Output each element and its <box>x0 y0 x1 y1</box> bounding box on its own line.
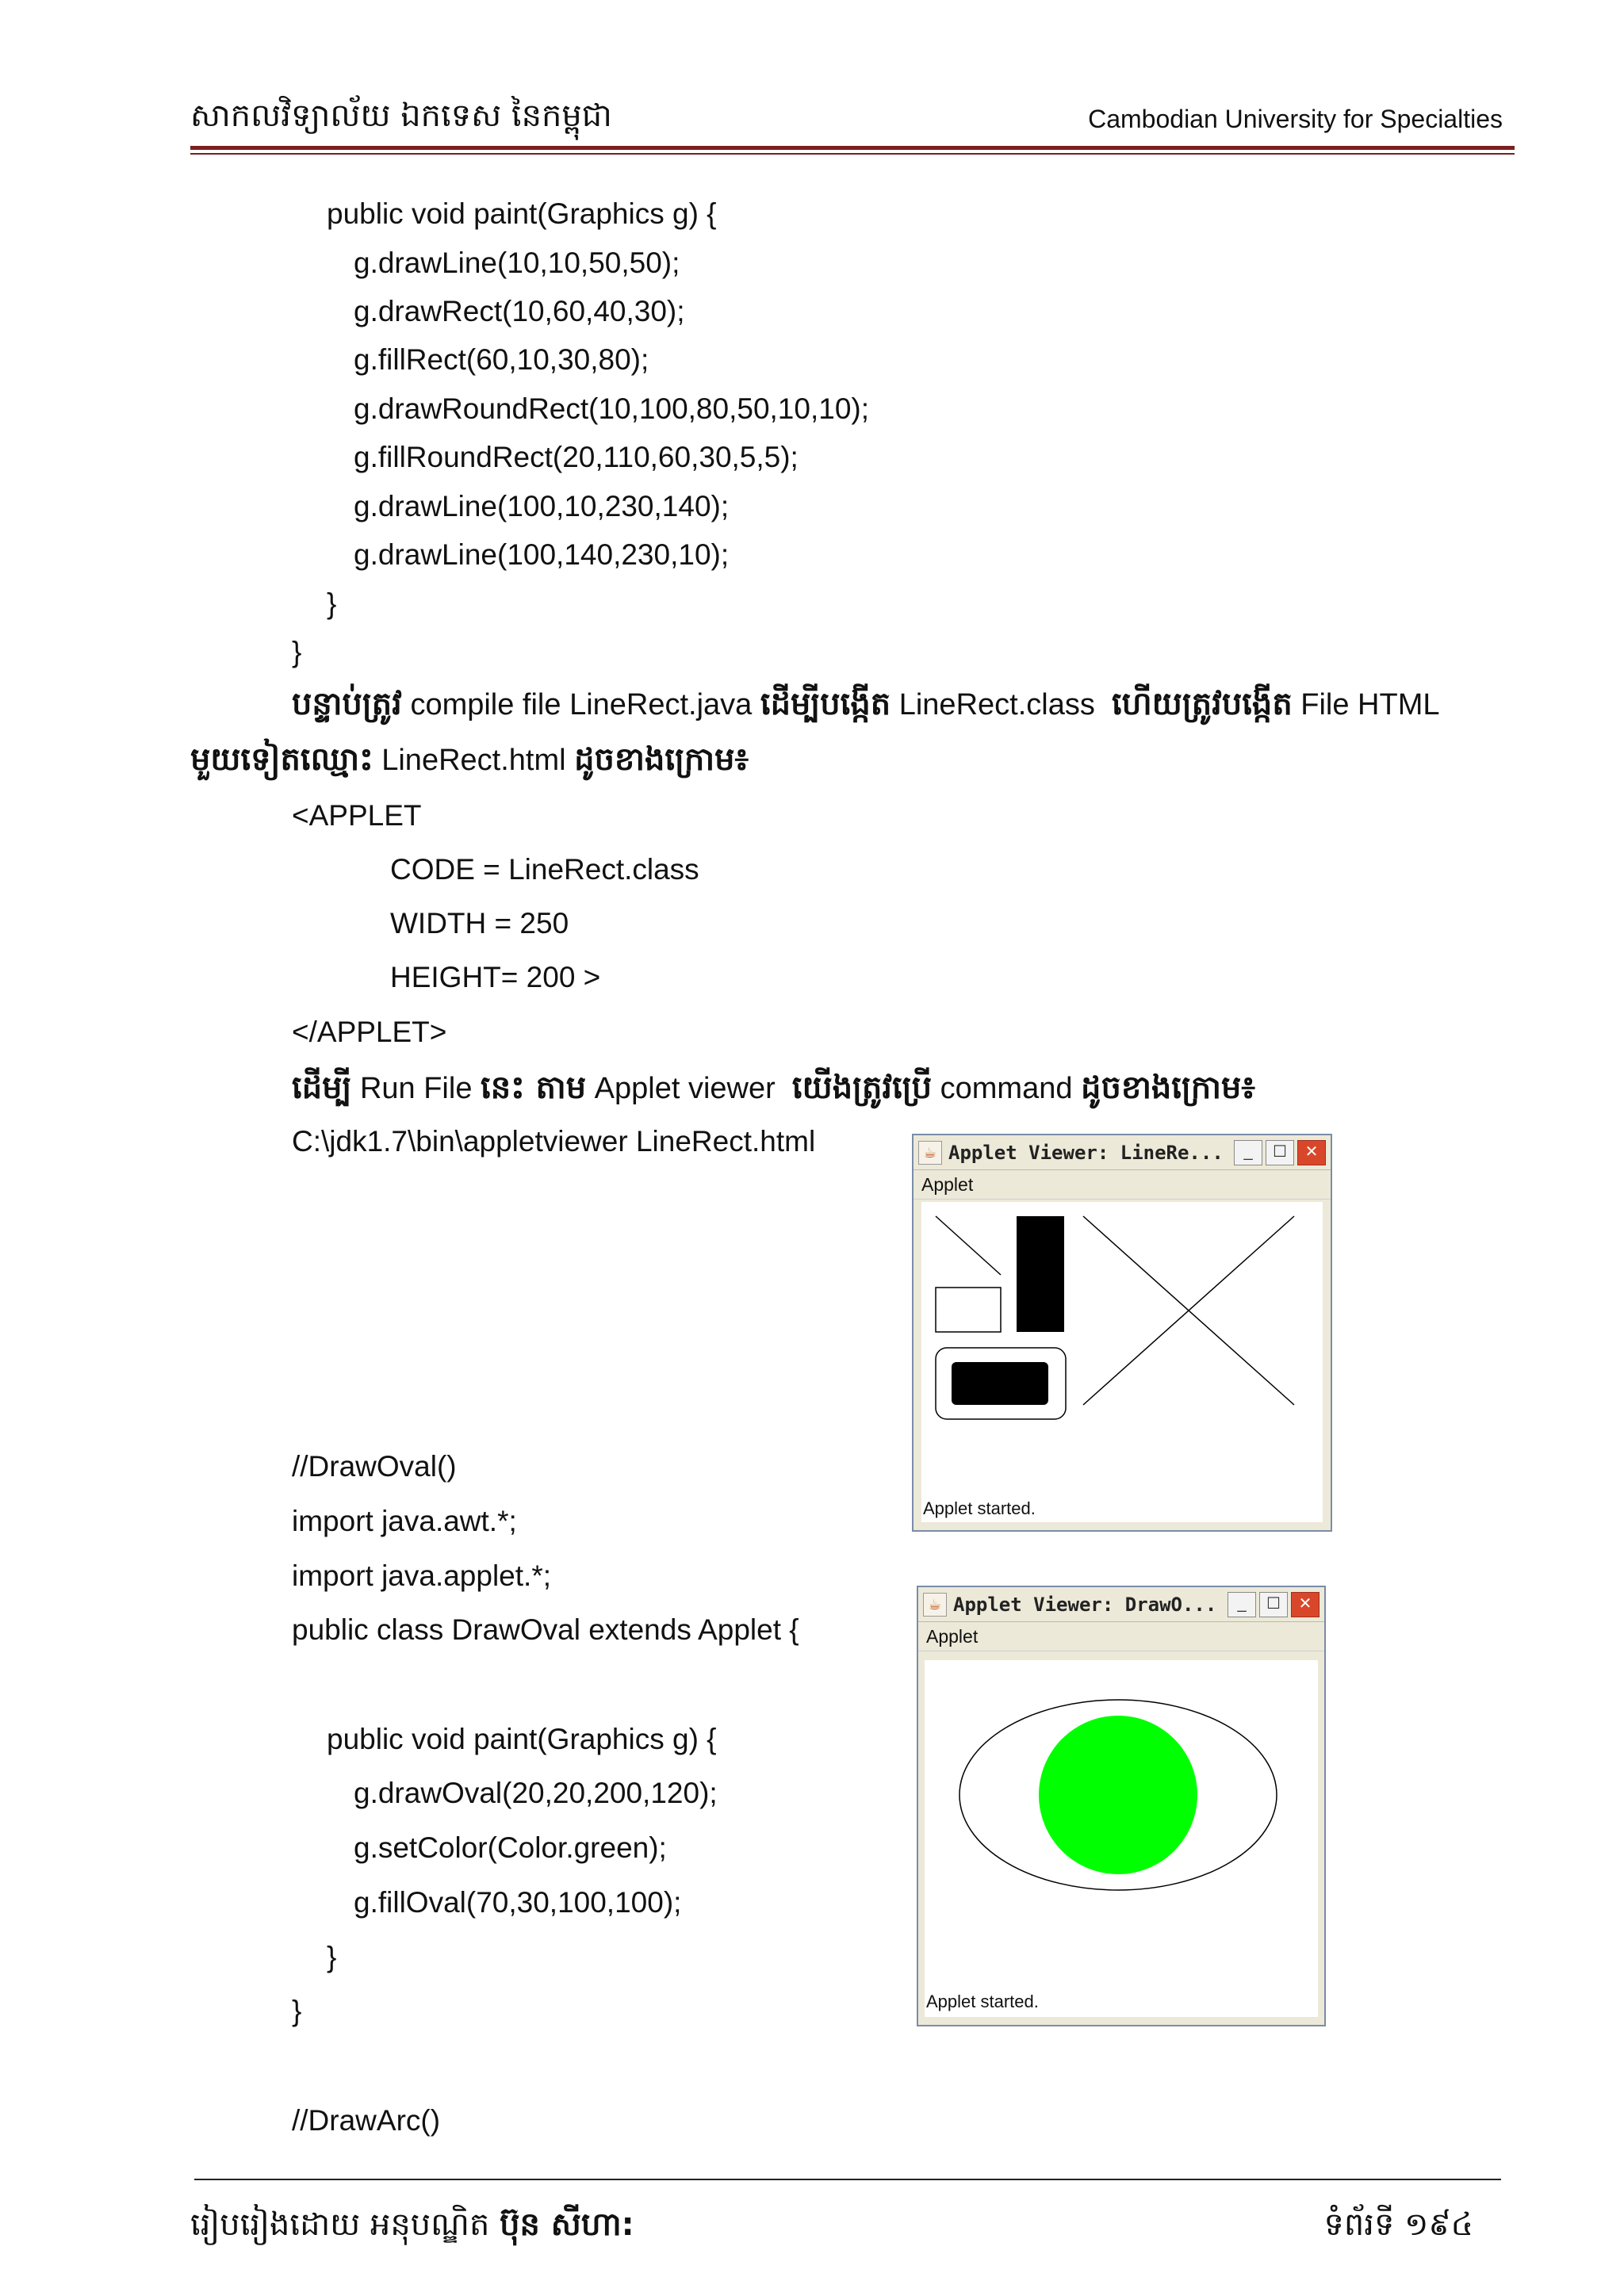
linerect-drawing <box>921 1202 1323 1522</box>
khmer-text: ដូចខាងក្រោម៖ <box>574 741 749 778</box>
html-code-line: CODE = LineRect.class <box>390 853 699 886</box>
code-line: } <box>292 1995 302 2027</box>
close-button[interactable]: ✕ <box>1291 1592 1320 1617</box>
khmer-text: ដើម្បី <box>292 1070 352 1106</box>
applet-status: Applet started. <box>923 1498 1036 1518</box>
khmer-text: នេះ តាម <box>481 1070 587 1106</box>
latin-text: LineRect.html <box>381 744 566 777</box>
code-line: //DrawArc() <box>292 2104 441 2137</box>
header-rule <box>190 146 1515 150</box>
html-code-line: HEIGHT= 200 > <box>390 961 601 993</box>
footer-rule <box>194 2179 1501 2180</box>
diagonal-line <box>936 1216 1001 1275</box>
latin-text: command <box>940 1072 1073 1105</box>
footer-author-name: ប៊ុន សីហា: <box>500 2206 634 2243</box>
footer-page-number: ទំព័រទី ១៩៤ <box>1323 2206 1473 2243</box>
close-button[interactable]: ✕ <box>1297 1140 1326 1165</box>
maximize-button[interactable]: ☐ <box>1266 1140 1294 1165</box>
window-titlebar[interactable] <box>918 1587 1324 1622</box>
html-code-line: </APPLET> <box>292 1016 447 1048</box>
latin-text: File HTML <box>1300 688 1440 721</box>
paragraph-line <box>190 739 749 786</box>
code-line: g.fillOval(70,30,100,100); <box>354 1886 682 1919</box>
latin-text: Applet viewer <box>594 1072 776 1105</box>
drawn-rect <box>936 1288 1001 1332</box>
window-title: Applet Viewer: LineRe... <box>948 1141 1224 1164</box>
code-line: import java.awt.*; <box>292 1505 517 1537</box>
footer-author <box>190 2204 634 2251</box>
java-icon: ☕ <box>918 1141 942 1165</box>
header-university-english: Cambodian University for Specialties <box>1088 105 1503 133</box>
khmer-text: ហើយត្រូវបង្កើត <box>1111 686 1293 722</box>
latin-text: compile file LineRect.java <box>410 688 753 721</box>
paragraph-line <box>292 1067 1255 1114</box>
code-line: g.fillRoundRect(20,110,60,30,5,5); <box>354 441 799 473</box>
minimize-button[interactable]: _ <box>1228 1592 1256 1617</box>
code-line: g.drawRect(10,60,40,30); <box>354 295 685 327</box>
window-titlebar[interactable] <box>914 1135 1331 1170</box>
khmer-text: យើងត្រូវប្រើ <box>791 1070 933 1106</box>
code-line: g.drawLine(10,10,50,50); <box>354 247 680 279</box>
latin-text: Run File <box>359 1072 473 1105</box>
html-code-line: WIDTH = 250 <box>390 907 569 939</box>
applet-menu[interactable]: Applet <box>914 1170 1331 1200</box>
applet-canvas <box>921 1202 1323 1522</box>
paragraph-line <box>292 683 1440 730</box>
drawoval-drawing <box>925 1660 1318 2017</box>
code-line: g.drawOval(20,20,200,120); <box>354 1777 718 1809</box>
khmer-text: បន្ទាប់ត្រូវ <box>292 686 402 722</box>
code-line: } <box>327 587 337 620</box>
applet-viewer-window-drawoval[interactable] <box>917 1586 1326 2026</box>
applet-viewer-window-linerect[interactable] <box>912 1134 1332 1532</box>
filled-rect <box>1017 1216 1064 1332</box>
window-title: Applet Viewer: DrawO... <box>953 1593 1217 1616</box>
khmer-text: ដូចខាងក្រោម៖ <box>1081 1070 1255 1106</box>
code-line: public void paint(Graphics g) { <box>327 1723 717 1755</box>
footer-author-label: រៀបរៀងដោយ អនុបណ្ឌិត <box>190 2206 490 2243</box>
code-line: public class DrawOval extends Applet { <box>292 1613 799 1646</box>
filled-green-oval <box>1039 1716 1197 1874</box>
html-code-line: <APPLET <box>292 799 422 832</box>
khmer-text: មួយទៀតឈ្មោះ <box>190 741 373 778</box>
code-line: g.drawRoundRect(10,100,80,50,10,10); <box>354 392 869 425</box>
code-line: public void paint(Graphics g) { <box>327 197 717 230</box>
code-line: g.fillRect(60,10,30,80); <box>354 343 649 376</box>
header-rule-thin <box>190 153 1515 155</box>
code-line: g.drawLine(100,140,230,10); <box>354 538 730 571</box>
code-line: g.drawLine(100,10,230,140); <box>354 490 730 522</box>
applet-status: Applet started. <box>926 1992 1039 2011</box>
filled-round-rect <box>952 1362 1048 1405</box>
command-line: C:\jdk1.7\bin\appletviewer LineRect.html <box>292 1125 816 1158</box>
applet-canvas <box>925 1660 1318 2017</box>
header-university-khmer: សាកលវិទ្យាល័យ ឯកទេស នៃកម្ពុជា <box>190 98 612 134</box>
code-line: } <box>327 1941 337 1973</box>
code-line: g.setColor(Color.green); <box>354 1831 667 1864</box>
maximize-button[interactable]: ☐ <box>1259 1592 1288 1617</box>
code-line: //DrawOval() <box>292 1450 457 1483</box>
code-line: } <box>292 636 302 668</box>
khmer-text: ដើម្បីបង្កើត <box>760 686 891 722</box>
minimize-button[interactable]: _ <box>1234 1140 1262 1165</box>
code-line: import java.applet.*; <box>292 1559 552 1592</box>
applet-menu[interactable]: Applet <box>918 1622 1324 1651</box>
latin-text: LineRect.class <box>898 688 1095 721</box>
java-icon: ☕ <box>923 1593 947 1617</box>
